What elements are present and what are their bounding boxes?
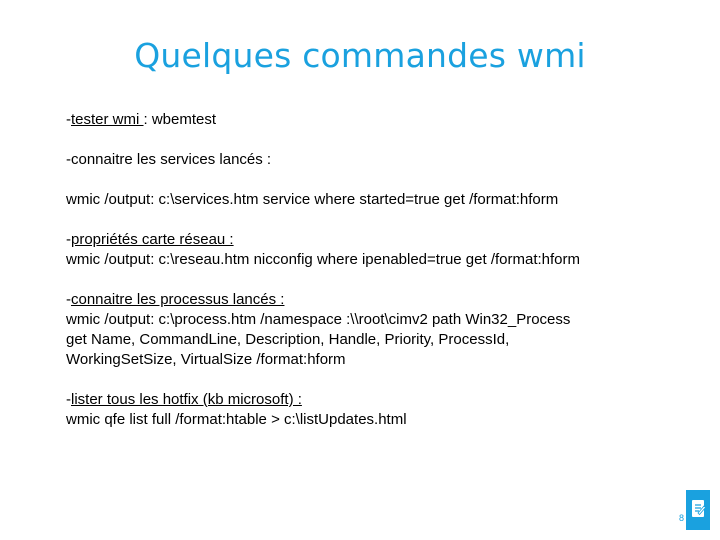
page-badge [670,490,710,530]
text-line: -propriétés carte réseau : [66,231,234,248]
text-line: -tester wmi : wbemtest [66,111,217,128]
slide-title: Quelques commandes wmi [134,36,586,75]
slide-body [66,110,676,430]
text-line: -connaitre les processus lancés : [66,291,285,308]
text-line: WorkingSetSize, VirtualSize /format:hform [66,351,346,368]
command-block-processes [66,290,676,370]
command-block-test-wmi [66,110,676,130]
text-line: wmic qfe list full /format:htable > c:\listUpdates.html [66,411,407,428]
command-block-services [66,190,676,210]
page-number: 8 [678,513,684,523]
text-line: -lister tous les hotfix (kb microsoft) : [66,391,302,408]
command-block-network [66,230,676,270]
text-line: wmic /output: c:\reseau.htm nicconfig where ipenabled=true get /format:hform [66,251,581,268]
command-block-hotfix [66,390,676,430]
command-block-services-heading [66,150,676,170]
text-line: get Name, CommandLine, Description, Handle, Priority, ProcessId, [66,331,510,348]
text-line: -connaitre les services lancés : [66,151,272,168]
text-line: wmic /output: c:\process.htm /namespace :\\root\cimv2 path Win32_Process [66,311,571,328]
document-logo-icon [686,490,710,530]
text-line: wmic /output: c:\services.htm service where started=true get /format:hform [66,191,559,208]
